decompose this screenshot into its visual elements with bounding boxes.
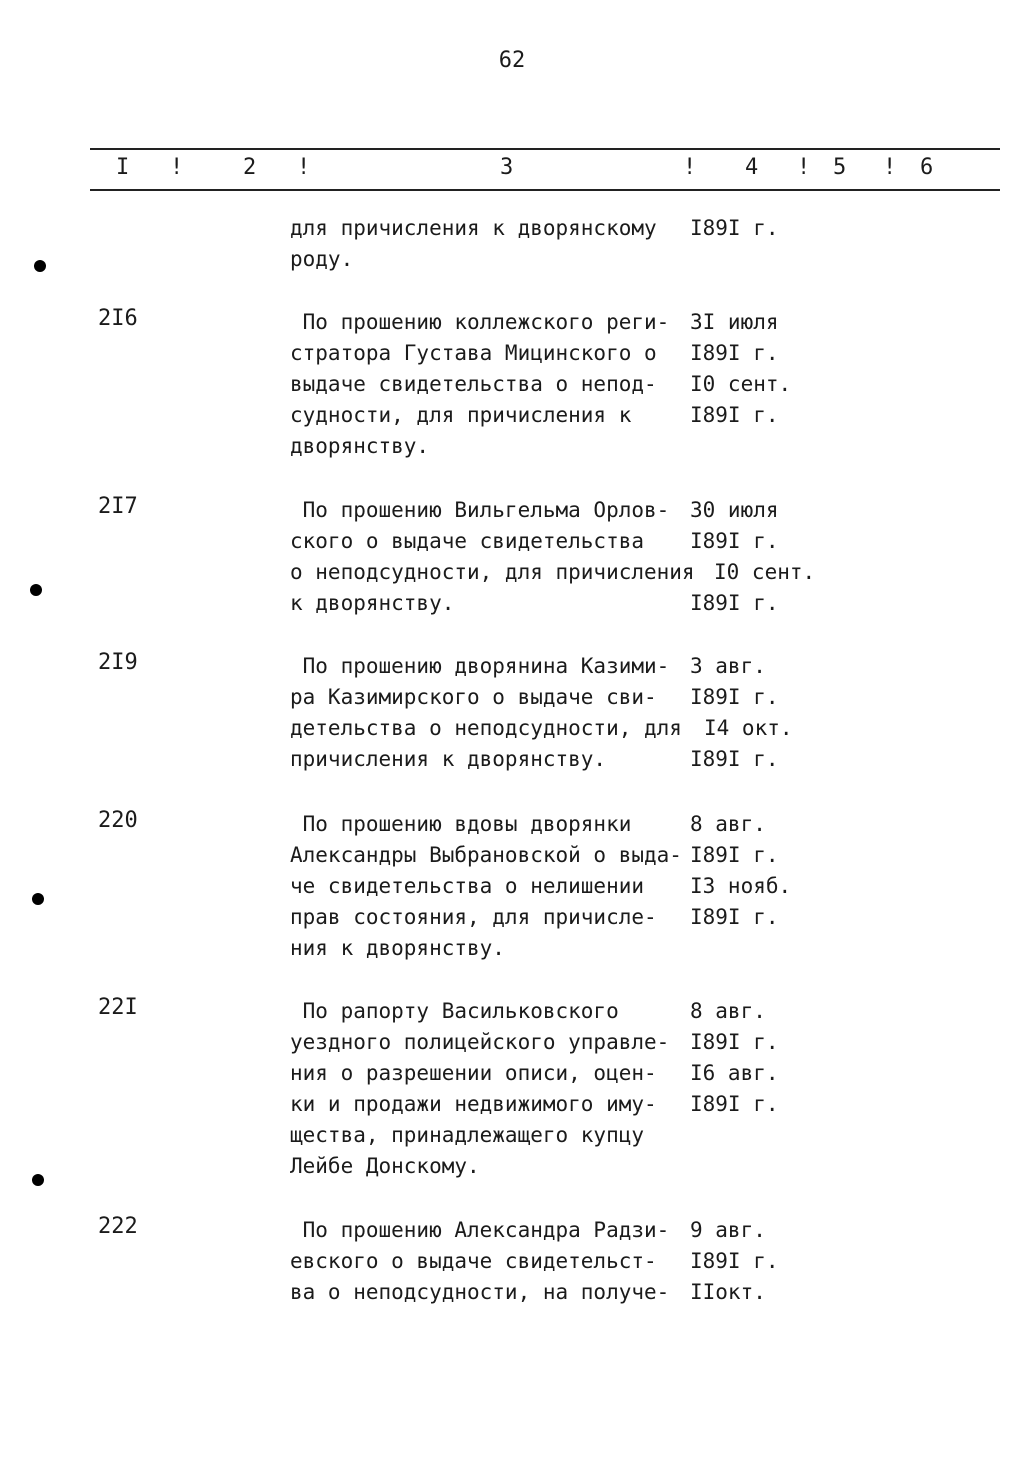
- date-line: I89I г.: [690, 685, 779, 709]
- date-line: 9 авг.: [690, 1218, 766, 1242]
- header-separator: !: [683, 155, 697, 180]
- description-line: стратора Густава Мицинского о: [290, 341, 657, 365]
- entry-number: 22I: [98, 995, 138, 1020]
- description-line: уездного полицейского управле-: [290, 1030, 670, 1054]
- date-line: I3 нояб.: [690, 874, 792, 898]
- header-col-2: 2: [243, 155, 257, 180]
- binder-hole: [30, 584, 42, 596]
- description-line: к дворянству.: [290, 591, 455, 615]
- date-line: I89I г.: [690, 341, 779, 365]
- description-line: че свидетельства о нелишении: [290, 874, 645, 898]
- description-line: выдаче свидетельства о непод-: [290, 372, 657, 396]
- date-line: I89I г.: [690, 1249, 779, 1273]
- date-line: IIокт.: [690, 1280, 766, 1304]
- description-line: прав состояния, для причисле-: [290, 905, 657, 929]
- description-line: причисления к дворянству.: [290, 747, 607, 771]
- description-line: Лейбе Донскому.: [290, 1154, 480, 1178]
- date-line: I6 авг.: [690, 1061, 779, 1085]
- date-line: I0 сент.: [714, 560, 816, 584]
- description-line: По прошению дворянина Казими-: [290, 654, 670, 678]
- description-line: По прошению коллежского реги-: [290, 310, 670, 334]
- description-line: ки и продажи недвижимого иму-: [290, 1092, 657, 1116]
- header-col-4: 4: [745, 155, 759, 180]
- binder-hole: [32, 893, 44, 905]
- date-line: I0 сент.: [690, 372, 792, 396]
- description-line: По прошению Вильгельма Орлов-: [290, 498, 670, 522]
- header-col-5: 5: [833, 155, 847, 180]
- entry-number: 2I7: [98, 494, 138, 519]
- header-separator: !: [297, 155, 311, 180]
- description-line: евского о выдаче свидетельст-: [290, 1249, 657, 1273]
- date-line: I89I г.: [690, 843, 779, 867]
- description-line: По прошению Александра Радзи-: [290, 1218, 670, 1242]
- description-line: судности, для причисления к: [290, 403, 632, 427]
- entry-number: 220: [98, 808, 138, 833]
- date-line: I89I г.: [690, 1092, 779, 1116]
- date-line: 8 авг.: [690, 812, 766, 836]
- date-line: 3I июля: [690, 310, 779, 334]
- description-line: ния к дворянству.: [290, 936, 505, 960]
- header-separator: !: [170, 155, 184, 180]
- header-col-1: I: [116, 155, 130, 180]
- description-line: ского о выдаче свидетельства: [290, 529, 645, 553]
- date-line: I89I г.: [690, 905, 779, 929]
- date-line: I89I г.: [690, 403, 779, 427]
- header-rule-bottom: [90, 189, 1000, 191]
- description-line: для причисления к дворянскому: [290, 216, 657, 240]
- binder-hole: [34, 260, 46, 272]
- description-line: ра Казимирского о выдаче сви-: [290, 685, 657, 709]
- header-separator: !: [883, 155, 897, 180]
- date-line: I89I г.: [690, 591, 779, 615]
- date-line: 3 авг.: [690, 654, 766, 678]
- date-line: 8 авг.: [690, 999, 766, 1023]
- header-separator: !: [797, 155, 811, 180]
- description-line: Александры Выбрановской о выда-: [290, 843, 682, 867]
- entry-number: 2I9: [98, 650, 138, 675]
- header-col-6: 6: [920, 155, 934, 180]
- description-line: детельства о неподсудности, для: [290, 716, 682, 740]
- date-line: 30 июля: [690, 498, 779, 522]
- entry-number: 222: [98, 1214, 138, 1239]
- page-number: 62: [498, 48, 526, 73]
- date-line: I89I г.: [690, 216, 779, 240]
- description-line: ния о разрешении описи, оцен-: [290, 1061, 657, 1085]
- description-line: щества, принадлежащего купцу: [290, 1123, 645, 1147]
- date-line: I89I г.: [690, 1030, 779, 1054]
- description-line: роду.: [290, 247, 354, 271]
- date-line: I4 окт.: [704, 716, 793, 740]
- header-rule-top: [90, 148, 1000, 150]
- entry-number: 2I6: [98, 306, 138, 331]
- description-line: дворянству.: [290, 434, 430, 458]
- header-col-3: 3: [500, 155, 514, 180]
- description-line: По рапорту Васильковского: [290, 999, 619, 1023]
- description-line: По прошению вдовы дворянки: [290, 812, 632, 836]
- date-line: I89I г.: [690, 529, 779, 553]
- binder-hole: [32, 1174, 44, 1186]
- date-line: I89I г.: [690, 747, 779, 771]
- description-line: о неподсудности, для причисления: [290, 560, 695, 584]
- description-line: ва о неподсудности, на получе-: [290, 1280, 670, 1304]
